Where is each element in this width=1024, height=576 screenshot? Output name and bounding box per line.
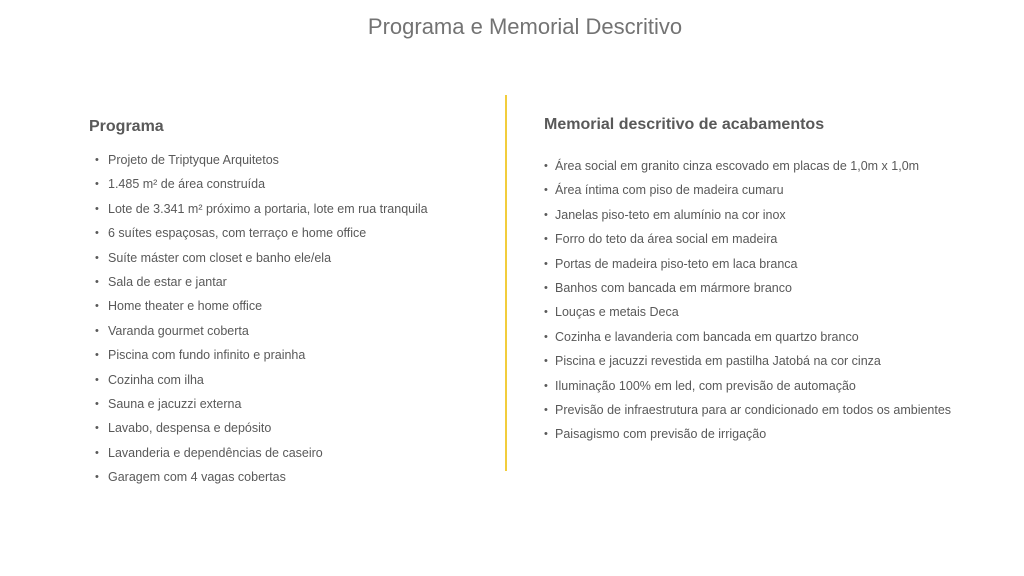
programa-item: [89, 246, 489, 270]
programa-item-text: Varanda gourmet coberta: [108, 323, 249, 338]
programa-item: [89, 416, 489, 440]
programa-item: [89, 197, 489, 221]
bullet-icon: •: [95, 300, 99, 313]
programa-item-text: Cozinha com ilha: [108, 372, 204, 387]
bullet-icon: •: [544, 306, 548, 319]
memorial-item-text: Área social em granito cinza escovado em placas de 1,0m x 1,0m: [555, 159, 920, 173]
memorial-item-text: Paisagismo com previsão de irrigação: [555, 427, 767, 442]
programa-item: [89, 465, 489, 489]
programa-item-text: Projeto de Triptyque Arquitetos: [108, 153, 279, 167]
bullet-icon: •: [95, 251, 99, 264]
programa-item: [89, 221, 489, 245]
memorial-item: [544, 422, 1014, 446]
programa-item-text: Sala de estar e jantar: [108, 275, 227, 290]
programa-item-text: Lavabo, despensa e depósito: [108, 421, 272, 436]
bullet-icon: •: [95, 276, 99, 289]
memorial-item-text: Previsão de infraestrutura para ar condicionado em todos os ambientes: [555, 403, 952, 418]
programa-item-text: Lote de 3.341 m² próximo a portaria, lote em rua tranquila: [108, 201, 428, 216]
programa-heading: Programa: [89, 118, 164, 135]
programa-section: [89, 118, 489, 490]
bullet-icon: •: [95, 471, 99, 484]
bullet-icon: •: [95, 202, 99, 215]
memorial-item-text: Área íntima com piso de madeira cumaru: [555, 183, 784, 198]
programa-item-text: Lavanderia e dependências de caseiro: [108, 445, 323, 460]
bullet-icon: •: [544, 379, 548, 392]
memorial-item-text: Piscina e jacuzzi revestida em pastilha Jatobá na cor cinza: [555, 354, 881, 369]
bullet-icon: •: [544, 257, 548, 270]
bullet-icon: •: [544, 282, 548, 295]
bullet-icon: •: [544, 404, 548, 417]
bullet-icon: •: [544, 184, 548, 197]
memorial-item-text: Banhos com bancada em mármore branco: [555, 281, 792, 296]
programa-item: [89, 441, 489, 465]
memorial-item: [544, 178, 1014, 202]
memorial-item: [544, 325, 1014, 349]
memorial-item: [544, 300, 1014, 324]
bullet-icon: •: [544, 330, 548, 343]
memorial-section: [544, 116, 1014, 447]
programa-item: [89, 270, 489, 294]
memorial-item: [544, 203, 1014, 227]
bullet-icon: •: [544, 160, 548, 172]
programa-item: [89, 392, 489, 416]
bullet-icon: •: [544, 355, 548, 368]
memorial-list: [544, 154, 1014, 447]
programa-item-text: Garagem com 4 vagas cobertas: [108, 470, 286, 485]
bullet-icon: •: [544, 428, 548, 441]
bullet-icon: •: [95, 422, 99, 435]
programa-item: [89, 319, 489, 343]
memorial-item: [544, 374, 1014, 398]
bullet-icon: •: [95, 324, 99, 337]
column-divider: [505, 95, 507, 471]
memorial-item-text: Janelas piso-teto em alumínio na cor inox: [555, 207, 786, 222]
programa-item-text: Sauna e jacuzzi externa: [108, 397, 242, 412]
memorial-item: [544, 276, 1014, 300]
bullet-icon: •: [544, 208, 548, 221]
programa-item-text: 1.485 m² de área construída: [108, 177, 266, 192]
memorial-item-text: Louças e metais Deca: [555, 305, 679, 320]
page-title: Programa e Memorial Descritivo: [367, 14, 683, 39]
bullet-icon: •: [95, 154, 99, 166]
memorial-item: [544, 349, 1014, 373]
memorial-item-text: Cozinha e lavanderia com bancada em quartzo branco: [555, 329, 859, 344]
bullet-icon: •: [95, 349, 99, 362]
bullet-icon: •: [95, 446, 99, 459]
memorial-item: [544, 227, 1014, 251]
programa-item: [89, 368, 489, 392]
programa-item: [89, 294, 489, 318]
programa-item-text: Piscina com fundo infinito e prainha: [108, 348, 306, 363]
memorial-heading: Memorial descritivo de acabamentos: [544, 116, 825, 133]
programa-item: [89, 148, 489, 172]
programa-item-text: Suíte máster com closet e banho ele/ela: [108, 250, 332, 265]
memorial-item-text: Iluminação 100% em led, com previsão de automação: [555, 378, 856, 393]
programa-item-text: Home theater e home office: [108, 299, 263, 314]
memorial-item: [544, 154, 1014, 178]
memorial-item-text: Portas de madeira piso-teto em laca branca: [555, 256, 798, 271]
bullet-icon: •: [544, 233, 548, 246]
memorial-item-text: Forro do teto da área social em madeira: [555, 232, 778, 247]
programa-item: [89, 343, 489, 367]
programa-list: [89, 148, 489, 490]
bullet-icon: •: [95, 373, 99, 386]
bullet-icon: •: [95, 398, 99, 411]
bullet-icon: •: [95, 227, 99, 240]
bullet-icon: •: [95, 178, 99, 191]
memorial-item: [544, 252, 1014, 276]
programa-item-text: 6 suítes espaçosas, com terraço e home office: [108, 226, 367, 241]
programa-item: [89, 172, 489, 196]
memorial-item: [544, 398, 1014, 422]
